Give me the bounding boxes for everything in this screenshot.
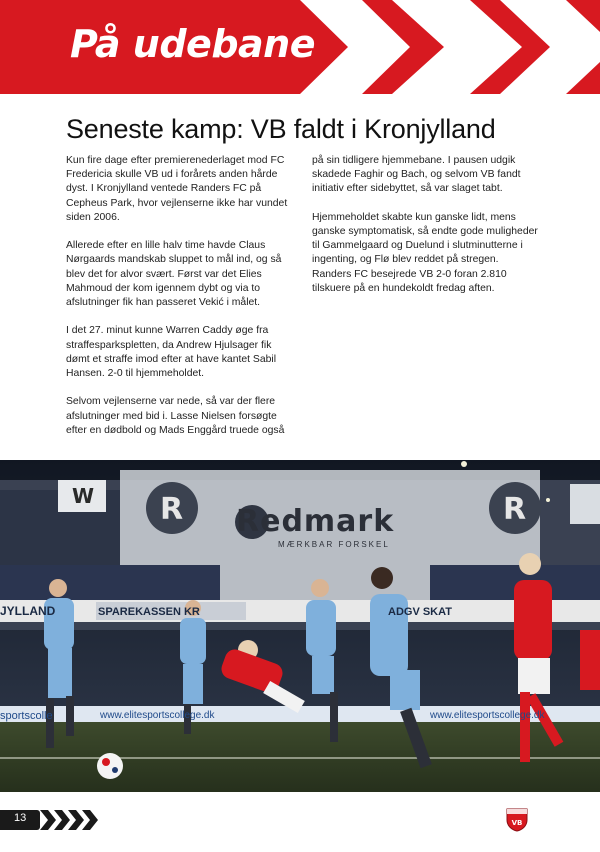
stadium-sign-tagline: MÆRKBAR FORSKEL bbox=[278, 540, 390, 549]
article-column-left bbox=[66, 154, 292, 452]
stadium-sign: Redmark bbox=[236, 504, 395, 539]
paragraph: Kun fire dage efter premierenederlaget mod FC Fredericia skulle VB ud i forårets anden hårde dyst. I Kronjylland ventede Randers FC på Cepheus Park, hvor vejlenserne ikke har vundet siden 2006. bbox=[66, 155, 288, 223]
paragraph: I det 27. minut kunne Warren Caddy øge fra straffesparkspletten, da Andrew Hjulsager fik dømt et straffe imod efter at have kantet Sabil Hansen. 2-0 til hjemmeholdet. bbox=[66, 325, 277, 380]
club-crest-icon bbox=[506, 808, 528, 832]
chevron-arrows-icon bbox=[40, 810, 100, 830]
board-text-right: ADGV SKAT bbox=[388, 606, 452, 618]
section-title: På udebane bbox=[70, 22, 315, 66]
match-photo bbox=[0, 460, 600, 792]
paragraph: Hjemmeholdet skabte kun ganske lidt, mens ganske symptomatisk, så endte gode muligheder til Gammelgaard og Duelund i slutminutterne i ingenting, og Flø blev reddet på stregen. Randers FC besejrede VB 2-0 foran 2.810 tilskuere på en hundekoldt fredag aften. bbox=[312, 211, 538, 294]
paragraph: på sin tidligere hjemmebane. I pausen udgik skadede Faghir og Bach, og selvom VB fandt initiativ efter sidebyttet, så var slaget tabt. bbox=[312, 155, 521, 195]
r-logo-left: R bbox=[160, 492, 184, 527]
r-logo-right: R bbox=[503, 492, 527, 527]
article-column-right bbox=[312, 154, 538, 310]
board-text-far-left: JYLLAND bbox=[0, 604, 56, 618]
ad-strip-left: sportscolle bbox=[0, 710, 53, 722]
page-number: 13 bbox=[14, 812, 27, 824]
board-text-left: SPAREKASSEN KR bbox=[98, 606, 200, 618]
wv-logo: W bbox=[72, 484, 95, 508]
paragraph: Allerede efter en lille halv time havde Claus Nørgaards mandskab sluppet to mål ind, og så blev det for alvor svært. Først var det Elies Mahmoud der kom igennem dybt og via to afslutninger fik han passeret Vekić i målet. bbox=[66, 240, 282, 309]
paragraph: Selvom vejlenserne var nede, så var der flere afslutninger med bid i. Lasse Nielsen forsøgte efter en dødbold og Mads Enggård truede også bbox=[66, 396, 285, 436]
ad-strip: www.elitesportscollege.dk bbox=[100, 710, 215, 721]
article-headline: Seneste kamp: VB faldt i Kronjylland bbox=[66, 114, 496, 144]
crest-text: VB bbox=[511, 819, 523, 827]
ad-strip-2: www.elitesportscollege.dk bbox=[430, 710, 545, 721]
header-banner bbox=[0, 0, 600, 94]
